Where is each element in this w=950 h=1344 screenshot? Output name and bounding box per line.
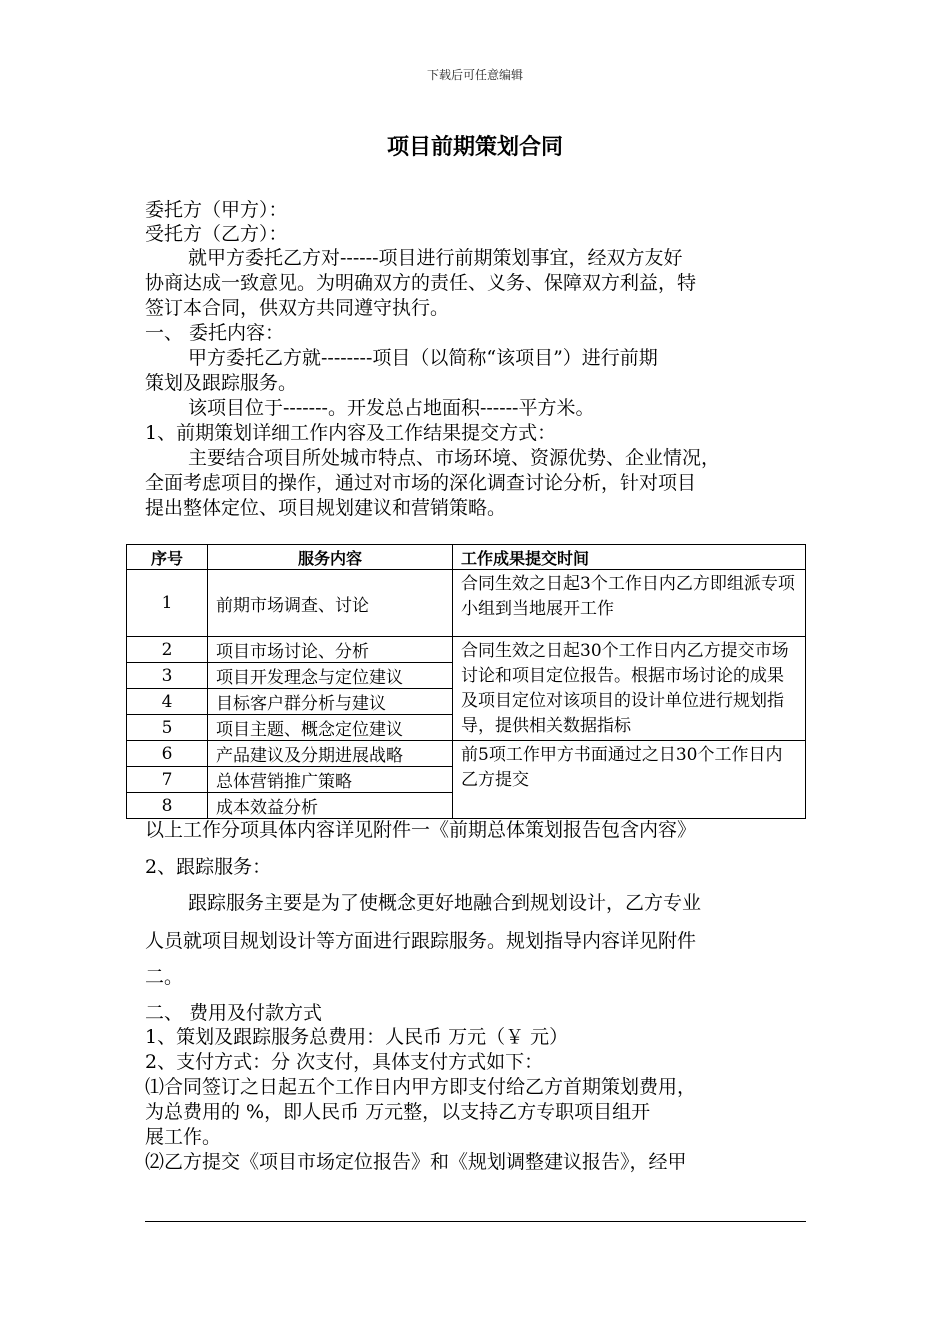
subsection-1-heading: 1、前期策划详细工作内容及工作结果提交方式： [145,422,557,444]
col-header-service: 服务内容 [208,545,453,570]
row-no: 7 [127,767,208,793]
document-title: 项目前期策划合同 [386,135,563,160]
payment-1-line-1: ⑴合同签订之日起五个工作日内甲方即支付给乙方首期策划费用， [145,1076,697,1098]
table-row [127,741,806,767]
row-time: 合同生效之日起30个工作日内乙方提交市场讨论和项目定位报告。根据市场讨论的成果及项目定位对该项目的设计单位进行规划指导，提供相关数据指标 [453,637,806,741]
row-time: 前5项工作甲方书面通过之日30个工作日内乙方提交 [453,741,806,819]
tracking-desc-line-3: 二。 [145,966,184,988]
table-row [127,570,806,637]
planning-desc-line-3: 提出整体定位、项目规划建议和营销策略。 [145,497,507,519]
row-no: 2 [127,637,208,663]
row-item: 产品建议及分期进展战略 [208,741,453,767]
contractor-party-line: 受托方（乙方）： [145,223,288,245]
service-table-header [127,545,806,570]
preamble-line-3: 签订本合同，供双方共同遵守执行。 [145,297,450,319]
total-fee-line: 1、策划及跟踪服务总费用：人民币 万元（￥ 元） [145,1026,569,1048]
subsection-2-heading: 2、跟踪服务： [145,856,272,878]
row-item: 成本效益分析 [208,793,453,819]
planning-desc-line-1: 主要结合项目所处城市特点、市场环境、资源优势、企业情况， [188,447,721,469]
row-no: 3 [127,663,208,689]
row-no: 8 [127,793,208,819]
appendix-note-line: 以上工作分项具体内容详见附件一《前期总体策划报告包含内容》 [145,819,697,841]
service-table [126,544,806,819]
client-party-line: 委托方（甲方）： [145,199,288,221]
row-item: 项目市场讨论、分析 [208,637,453,663]
col-header-time: 工作成果提交时间 [453,545,806,570]
row-no: 5 [127,715,208,741]
row-no: 1 [127,570,208,637]
table-row [127,637,806,663]
payment-1-line-2: 为总费用的 %，即人民币 万元整，以支持乙方专职项目组开 [145,1101,651,1123]
preamble-line-1: 就甲方委托乙方对------项目进行前期策划事宜，经双方友好 [188,247,683,269]
location-line: 该项目位于-------。开发总占地面积------平方米。 [188,397,595,419]
payment-2-line-1: ⑵乙方提交《项目市场定位报告》和《规划调整建议报告》，经甲 [145,1151,687,1173]
row-no: 6 [127,741,208,767]
tracking-desc-line-2: 人员就项目规划设计等方面进行跟踪服务。规划指导内容详见附件 [145,930,697,952]
scope-line-2: 策划及跟踪服务。 [145,372,298,394]
row-item: 项目主题、概念定位建议 [208,715,453,741]
preamble-line-2: 协商达成一致意见。为明确双方的责任、义务、保障双方利益，特 [145,272,697,294]
section-one-heading: 一、 委托内容： [145,322,285,344]
tracking-desc-line-1: 跟踪服务主要是为了使概念更好地融合到规划设计，乙方专业 [188,892,702,914]
footer-divider [145,1221,806,1222]
payment-method-line: 2、支付方式：分 次支付，具体支付方式如下： [145,1051,544,1073]
payment-1-line-3: 展工作。 [145,1126,222,1148]
row-item: 项目开发理念与定位建议 [208,663,453,689]
row-time: 合同生效之日起3个工作日内乙方即组派专项小组到当地展开工作 [453,570,806,637]
planning-desc-line-2: 全面考虑项目的操作，通过对市场的深化调查讨论分析，针对项目 [145,472,697,494]
page-header-note: 下载后可任意编辑 [426,68,523,82]
row-item: 总体营销推广策略 [208,767,453,793]
row-no: 4 [127,689,208,715]
col-header-no: 序号 [127,545,208,570]
row-item: 目标客户群分析与建议 [208,689,453,715]
section-two-heading: 二、 费用及付款方式 [145,1002,323,1024]
scope-line-1: 甲方委托乙方就--------项目（以简称“该项目”）进行前期 [188,347,658,369]
row-item: 前期市场调查、讨论 [208,570,453,637]
